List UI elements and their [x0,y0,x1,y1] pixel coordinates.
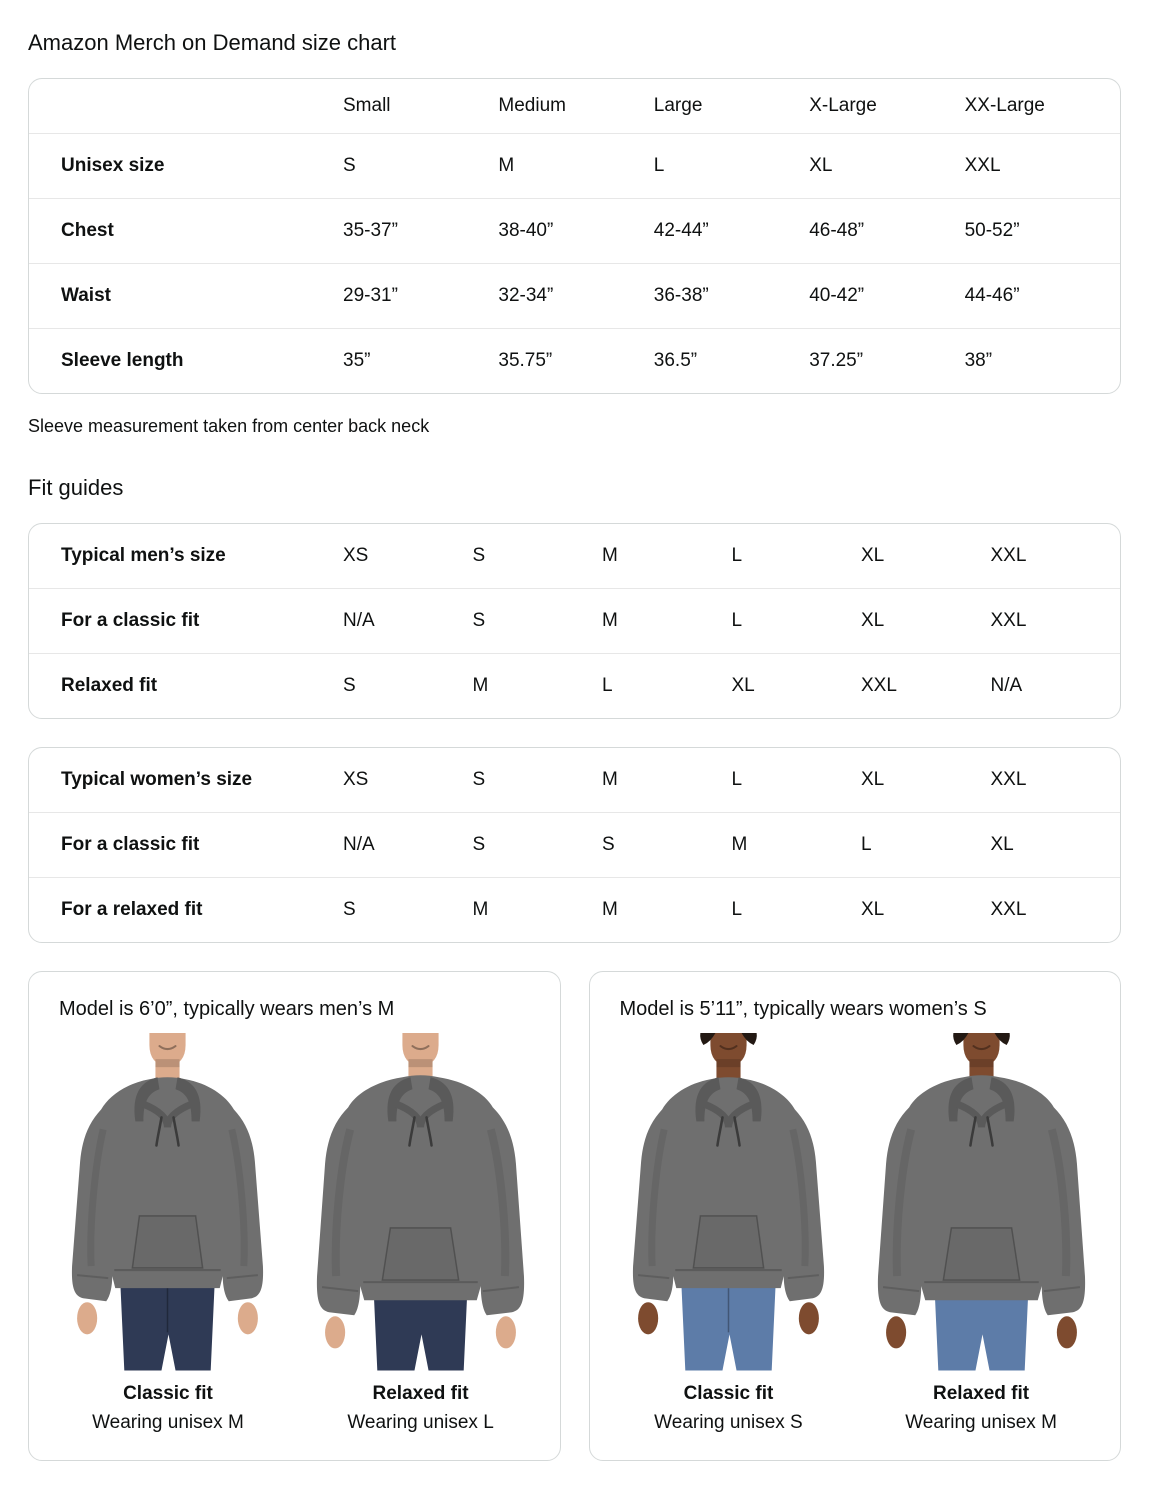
table-row [29,588,1120,653]
table-row [29,524,1120,588]
fit-cell: XXL [990,610,1027,631]
row-label: Waist [61,285,111,306]
size-table [28,78,1121,394]
model-card-title: Model is 5’11”, typically wears women’s S [619,998,987,1020]
fit-cell: S [602,834,615,855]
size-cell: 38” [964,350,993,371]
row-label: Typical men’s size [61,545,226,566]
model-photo-classic-men [57,1033,278,1375]
size-column-header: X-Large [809,95,877,116]
fit-cell: XL [861,610,885,631]
figure-caption: Classic fit [683,1382,774,1404]
model-photo-classic-women [618,1033,839,1375]
fit-cell: L [731,545,743,566]
fit-cell: S [343,675,356,696]
fit-cell: M [602,610,618,631]
table-row [29,133,1120,198]
mens-model-card [28,971,561,1461]
row-label: For a relaxed fit [61,899,203,920]
page-title: Amazon Merch on Demand size chart [28,30,397,55]
fit-cell: L [602,675,613,696]
figure-subcaption: Wearing unisex M [92,1411,244,1433]
size-cell: 35-37” [343,220,398,241]
fit-cell: M [731,834,748,855]
figure-relaxed-women [862,1033,1100,1434]
fit-cell: L [731,610,743,631]
table-row [29,877,1120,942]
figure-caption: Relaxed fit [372,1382,469,1404]
size-cell: 35.75” [498,350,553,371]
fit-cell: XXL [990,899,1027,920]
fit-cell: M [602,545,618,566]
fit-cell: XL [990,834,1014,855]
size-cell: 36-38” [653,285,709,306]
sleeve-note: Sleeve measurement taken from center back neck [28,416,430,436]
row-label: For a classic fit [61,834,200,855]
fit-cell: S [472,545,486,566]
fit-cell: XL [861,899,885,920]
fit-cell: S [472,834,486,855]
table-row [29,748,1120,812]
table-row [29,328,1120,393]
size-cell: 40-42” [809,285,865,306]
figure-subcaption: Wearing unisex M [905,1411,1057,1433]
figure-subcaption: Wearing unisex S [654,1411,803,1433]
size-cell: 32-34” [498,285,554,306]
fit-cell: M [472,675,489,696]
mens-fit-table [28,523,1121,719]
figure-classic-men [49,1033,287,1434]
fit-cell: S [343,899,356,920]
row-label: Sleeve length [61,350,184,371]
size-cell: M [498,155,515,176]
size-cell: 42-44” [653,220,709,241]
figure-subcaption: Wearing unisex L [347,1411,494,1433]
size-table-header-row [29,79,1120,133]
size-cell: XL [809,155,833,176]
model-photo-relaxed-women [871,1033,1092,1375]
figure-caption: Classic fit [123,1382,213,1404]
figure-caption: Relaxed fit [933,1382,1030,1404]
size-cell: 44-46” [964,285,1020,306]
table-row [29,263,1120,328]
womens-model-card [589,971,1122,1461]
size-cell: 35” [343,350,371,371]
size-column-header: XX-Large [964,95,1045,116]
row-label: Unisex size [61,155,165,176]
model-card-title: Model is 6’0”, typically wears men’s M [59,998,395,1020]
womens-fit-table [28,747,1121,943]
row-label: For a classic fit [61,610,200,631]
size-cell: L [653,155,665,176]
table-row [29,198,1120,263]
size-cell: 37.25” [809,350,864,371]
model-cards [28,971,1121,1461]
fit-cell: XXL [990,769,1027,790]
fit-cell: S [472,610,486,631]
fit-cell: L [861,834,872,855]
model-photo-relaxed-men [310,1033,531,1375]
table-row [29,812,1120,877]
fit-cell: M [602,899,618,920]
fit-cell: XL [861,545,885,566]
fit-cell: XS [343,545,369,566]
fit-cell: M [472,899,489,920]
table-row [29,653,1120,718]
fit-cell: XXL [861,675,897,696]
fit-cell: L [731,899,743,920]
size-cell: XXL [964,155,1001,176]
size-column-header: Small [343,95,391,116]
size-cell: 38-40” [498,220,554,241]
fit-cell: N/A [343,610,375,631]
size-cell: 46-48” [809,220,865,241]
fit-cell: XL [731,675,755,696]
size-cell: 29-31” [343,285,398,306]
size-column-header: Medium [498,95,566,116]
figure-classic-women [610,1033,848,1434]
fit-cell: N/A [343,834,375,855]
size-cell: S [343,155,356,176]
size-cell: 36.5” [653,350,698,371]
size-column-header: Large [653,95,703,116]
fit-cell: XXL [990,545,1027,566]
row-label: Relaxed fit [61,675,158,696]
fit-cell: S [472,769,486,790]
fit-cell: L [731,769,743,790]
size-cell: 50-52” [964,220,1020,241]
fit-cell: XL [861,769,885,790]
fit-cell: XS [343,769,369,790]
fit-cell: N/A [990,675,1023,696]
fit-cell: M [602,769,618,790]
row-label: Chest [61,220,114,241]
figure-relaxed-men [302,1033,540,1434]
fit-guides-heading: Fit guides [28,475,124,500]
row-label: Typical women’s size [61,769,253,790]
